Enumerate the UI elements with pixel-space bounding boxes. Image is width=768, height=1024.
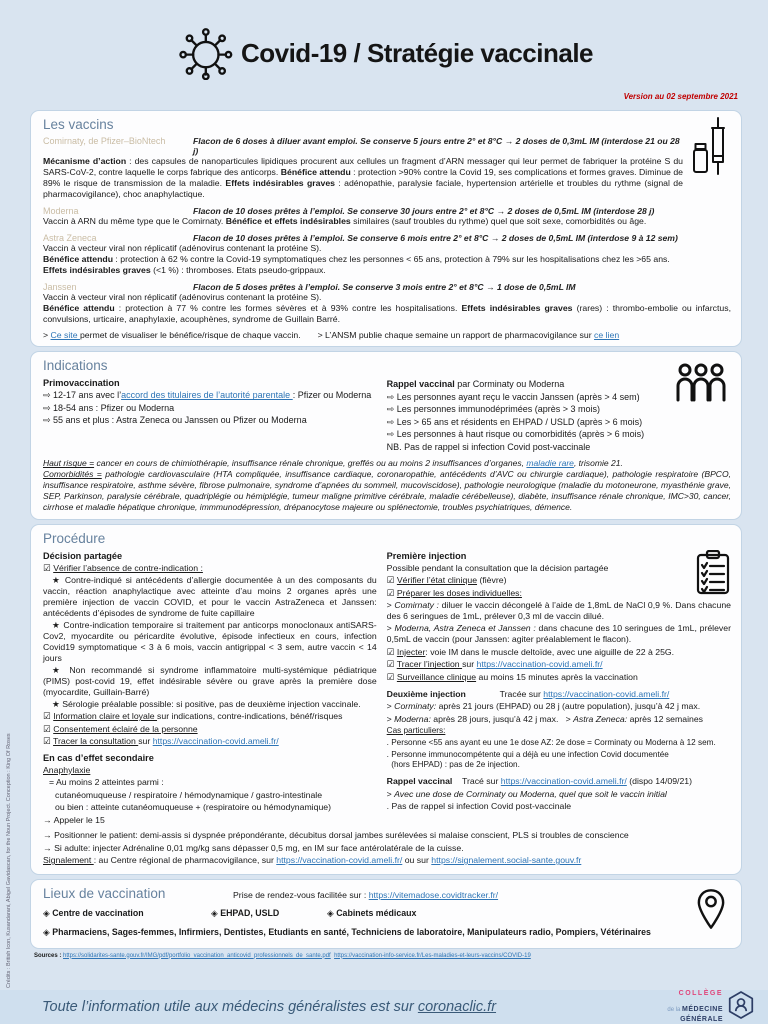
link[interactable]: Ce site	[50, 330, 80, 341]
syringe-vial-icon	[691, 116, 731, 200]
text-run: : au Centre régional de pharmacovigilance, sur	[93, 855, 277, 866]
link[interactable]: https://vitemadose.covidtracker.fr/	[368, 889, 499, 900]
lieu-item: ◈ Pharmaciens, Sages-femmes, Infirmiers, Dentistes, Etudiants en santé, Techniciens de laboratoire, Manipulateurs radio, Pompiers, Vétérinaires	[43, 926, 651, 937]
procedure-line	[43, 665, 377, 698]
procedure-line	[387, 623, 731, 645]
indication-item: ⇨ Les personnes immunodéprimées (après > 3 mois)	[386, 404, 601, 415]
text-run: Bénéfice attendu	[43, 302, 115, 313]
text-run: ⇨ 12-17 ans avec l’	[43, 390, 122, 401]
section-lieux	[30, 879, 742, 949]
section-indications	[30, 351, 742, 519]
vaccine-name: Janssen	[43, 281, 77, 292]
text-run: sur	[138, 736, 153, 746]
text-run: : adénopathie, paralysie faciale, hypertension artérielle et troubles du rythme (signal de pharmacovigilance), choc anaphylactique.	[43, 177, 683, 199]
text-run: : protection à 62 % contre la Covid-19 symptomatiques chez les personnes < 65 ans, protection à 79% sur les hospitalisations chez les >65 ans.	[113, 253, 670, 264]
text-run: Tracer la consultation	[53, 736, 139, 746]
procedure-line	[387, 714, 731, 725]
procedure-line: cutanéomuqueuse / respiratoire / hémodynamique / gastro-intestinale	[55, 789, 323, 800]
indication-item: ⇨ Les personnes ayant reçu le vaccin Janssen (après > 4 sem)	[386, 391, 640, 402]
lieu-item: ◈ EHPAD, USLD	[211, 907, 280, 918]
text-run: ☑	[386, 671, 397, 682]
text-run	[466, 689, 500, 699]
text-run: ☑	[43, 736, 54, 746]
procedure-line	[43, 724, 377, 735]
text-run: dans chacune des 10 seringues de 1mL, prélever 0,5mL de vaccin (pour Janssen: agiter préalablement le flacon).	[386, 623, 731, 645]
text-run: ☑	[43, 562, 54, 573]
procedure-line	[43, 563, 377, 574]
text-run: Haut risque =	[43, 458, 95, 469]
vaccine-flacon: Flacon de 5 doses prêtes à l’emploi. Se conserve 3 mois entre 2° et 8°C → 1 dose de 0,5mL IM	[193, 281, 576, 292]
vaccine-comirnaty	[43, 136, 731, 200]
text-run: cancer en cours de chimiothérapie, insuffisance rénale chronique, greffés ou au moins 2 insuffisances d’organes,	[94, 458, 527, 469]
text-run: Vaccin à vecteur viral non réplicatif (adénovirus contenant la protéine S).	[43, 291, 322, 302]
procedure-line	[387, 659, 731, 670]
text-run: ★ Sérologie préalable possible: si positive, pas de deuxième injection vaccinale.	[52, 698, 361, 709]
procedure-line	[43, 699, 377, 710]
primovaccination-heading: Primovaccination	[43, 378, 120, 389]
text-run: par Corminaty ou Moderna	[454, 378, 565, 389]
procedure-line	[387, 600, 731, 622]
text-run: Anaphylaxie	[43, 764, 91, 775]
text-run: ☑	[386, 587, 397, 598]
text-run: Sources :	[34, 952, 64, 959]
cmg-logo	[667, 990, 754, 1024]
premiere-injection-heading: Première injection	[386, 550, 467, 561]
text-run: >	[386, 788, 395, 799]
text-run: Vaccin à vecteur viral non réplicatif (adénovirus contenant la protéine S).	[43, 242, 322, 253]
text-run	[301, 330, 318, 340]
vaccine-flacon: Flacon de 10 doses prêtes à l’emploi. Se conserve 6 mois entre 2° et 8°C → 2 doses de 0,5mL IM (interdose 9 à 12 sem)	[193, 232, 678, 243]
indication-item: ⇨ 55 ans et plus : Astra Zeneca ou Janssen ou Pfizer ou Moderna	[43, 415, 307, 426]
procedure-line	[387, 726, 731, 736]
text-run: : Pfizer ou Moderna	[292, 390, 372, 401]
text-run: Préparer les doses individuelles:	[396, 587, 522, 598]
indication-item: ⇨ 18-54 ans : Pfizer ou Moderna	[43, 402, 175, 413]
section-title-lieux: Lieux de vaccination	[43, 885, 166, 901]
text-run: Effets indésirables graves	[461, 302, 573, 313]
section-procedure	[30, 524, 742, 875]
text-run: , trisomie 21.	[573, 458, 623, 469]
link[interactable]: https://vaccination-covid.ameli.fr/	[476, 659, 603, 670]
vaccine-description	[43, 292, 731, 303]
procedure-line: (hors EHPAD) : pas de 2e injection.	[386, 760, 520, 770]
procedure-line: Possible pendant la consultation que la décision partagée	[386, 562, 609, 573]
text-run: >	[386, 713, 395, 724]
indication-item	[43, 390, 377, 401]
text-run: après 12 semaines	[627, 713, 704, 724]
text-run: après 28 jours, jusqu’à 42 j max. >	[430, 713, 574, 724]
text-run: Toute l’information utile aux médecins généralistes est sur	[42, 999, 418, 1015]
procedure-line	[43, 711, 377, 722]
text-run: : protection >90% contre la Covid 19, ses complications et formes graves. Diminue de 89% le risque de transmission de la maladie.	[43, 166, 683, 188]
text-run: Tracer l’injection	[396, 659, 463, 670]
text-run: après 21 jours (EHPAD) ou 28 j (autre population), jusqu’à 42 j max.	[436, 701, 701, 712]
deuxieme-injection-heading	[387, 689, 731, 700]
footer	[0, 990, 768, 1024]
text-run: Bénéfice attendu	[280, 166, 351, 177]
text-run: >	[43, 330, 51, 341]
vaccine-name: Astra Zeneca	[43, 232, 97, 243]
credits-vertical-text: Crédits : British Icon, Kusandarani, Abigel Gavidascan, for the Noun Project. Conception : King Of Roses	[6, 733, 12, 988]
text-run: Tracée sur	[499, 688, 544, 699]
text-run: ☑	[386, 659, 397, 670]
virus-icon	[175, 22, 233, 85]
vaccins-links-line	[43, 330, 731, 340]
procedure-line: . Pas de rappel si infection Covid post-vaccinale	[386, 801, 572, 812]
vaccine-description	[43, 303, 731, 325]
page-title: Covid-19 / Stratégie vaccinale	[240, 38, 594, 68]
text-run: ☑	[43, 723, 54, 734]
text-run: Consentement éclairé de la personne	[53, 723, 198, 734]
vaccine-description	[43, 156, 731, 200]
text-run: Vaccin à ARN du même type que le Comirnaty.	[43, 215, 226, 226]
procedure-line	[43, 765, 377, 776]
text-run: > L’ANSM publie chaque semaine un rapport de pharmacovigilance sur	[317, 330, 595, 341]
text-run: Injecter	[396, 646, 426, 657]
text-run: ☑	[43, 711, 54, 722]
procedure-line	[387, 672, 731, 683]
link[interactable]: https://vaccination-covid.ameli.fr/	[543, 688, 670, 699]
procedure-line	[43, 736, 377, 747]
indication-item: ⇨ Les > 65 ans et résidents en EHPAD / USLD (après > 6 mois)	[386, 416, 643, 427]
procedure-line: = Au moins 2 atteintes parmi :	[49, 777, 164, 788]
text-run: ★ Contre-indiqué si antécédents d’allergie documentée à un des composants du vaccin, réaction anaphylactique avec atteinte d’au moins 2 organes après une première injection de vaccin COVID, et pour le vaccin AstraZeneca et Janssen: antécédents d’épisodes de syndrome de fuite capillaire	[43, 575, 377, 619]
text-run: ☑	[386, 646, 397, 657]
vaccine-description	[43, 265, 731, 276]
text-run: : voie IM dans le muscle deltoïde, avec une aiguille de 22 à 25G.	[425, 646, 675, 657]
link[interactable]: accord des titulaires de l’autorité parentale	[121, 390, 293, 401]
text-run: Vérifier l’absence de contre-indication :	[53, 562, 203, 573]
cmg-hexagon-icon	[728, 991, 754, 1024]
lieu-item: ◈ Cabinets médicaux	[327, 907, 417, 918]
procedure-line: ou bien : atteinte cutanéomuqueuse + (respiratoire ou hémodynamique)	[55, 802, 332, 813]
section-title-vaccins: Les vaccins	[43, 117, 114, 132]
text-run: (fièvre)	[477, 575, 507, 586]
text-run: Moderna, Astra Zeneca et Janssen :	[394, 623, 536, 634]
procedure-line: → Si adulte: injecter Adrénaline 0,01 mg/kg sans dépasser 0,5 mg, en IM sur face antérolatérale de la cuisse.	[43, 842, 464, 853]
text-run: >	[386, 623, 395, 634]
section-title-procedure: Procédure	[43, 530, 106, 546]
link[interactable]: https://vaccination-covid.ameli.fr/	[276, 855, 403, 866]
logo-word-medecine: MÉDECINE	[682, 1005, 723, 1013]
procedure-line: → Appeler le 15	[43, 814, 105, 825]
text-run: Tracé sur	[462, 776, 501, 787]
procedure-line	[387, 647, 731, 658]
link[interactable]: https://signalement.social-sante.gouv.fr	[431, 855, 582, 866]
logo-word-generale: GÉNÉRALE	[680, 1016, 723, 1024]
procedure-line: . Personne immunocompétente qui a déjà eu une infection Covid documentée	[386, 749, 669, 759]
text-run: ★ Non recommandé si syndrome inflammatoire multi-systémique pédiatrique (PIMS) post-covid 19, effet indésirable sévère ou grave après la première dose (myocardite, Guillain-Barré)	[43, 664, 377, 697]
people-group-icon	[675, 362, 727, 404]
text-run: Effets indésirables graves	[43, 264, 151, 275]
text-run: Cas particuliers:	[386, 726, 446, 736]
rappel-heading	[387, 379, 667, 389]
vaccine-flacon: Flacon de 10 doses prêtes à l’emploi. Se conserve 30 jours entre 2° et 8°C → 2 doses de 0,5mL IM (interdose 28 j)	[193, 205, 655, 216]
vaccine-description	[43, 254, 731, 265]
checklist-icon	[695, 550, 731, 596]
text-run: pathologie cardiovasculaire (HTA compliquée, insuffisance cardiaque, coronaropathie, antécédents d’AVC ou chirurgie cardiaque), pathologie respiratoire (BPCO, insuffisance respiratoire, asthme sévère, fibrose pulmonaire, syndrome d’apnées du sommeil, mucoviscidose), pathologie neurologique (maladie du motoneurone, myasthénie grave, SEP, Parkinson, paralysie cérébrale, quadriplégie ou hémiplégie, tumeur maligne primitive cérébrale, maladie cérébelleuse), diabète, insuffisance rénale chronique, IMC>30, cancer, cirrhose et maladie hépatique chronique, immmunodépression, drépanocytose majeure ou splénectomie, troubles psychiatriques, démence.	[43, 469, 732, 512]
text-run: : des capsules de nanoparticules lipidiques procurent aux cellules un fragment d’ARN messager qui leur permet de fabriquer la protéine S du SARS-CoV-2, contre laquelle le corps fabrique des anticorps.	[43, 156, 683, 177]
text-run: Signalement	[43, 855, 94, 866]
vaccine-janssen	[43, 282, 731, 325]
vaccine-moderna	[43, 206, 731, 227]
text-run: Rappel vaccinal	[386, 776, 453, 787]
text-run: sur indications, contre-indications, bénéf/risques	[157, 711, 343, 722]
text-run: (rares) : thrombo-embolie ou infarctus, convulsions, urticaire, anaphylaxie, acouphènes, syndrome de Guillain Barré.	[43, 302, 731, 324]
text-run: (<1 %) : thromboses. Etats pseudo-grippaux.	[150, 264, 326, 275]
vaccine-astrazeneca	[43, 233, 731, 276]
text-run: Deuxième injection	[386, 688, 466, 699]
vaccine-description	[43, 216, 731, 227]
link[interactable]: ce lien	[594, 330, 620, 341]
text-run: sur	[462, 659, 477, 670]
text-run: : protection à 77 % contre les formes sévères et à 93% contre les hospitalisations.	[114, 302, 462, 313]
sources-line	[34, 953, 738, 960]
text-run	[452, 776, 462, 786]
text-run: Bénéfice et effets indésirables	[225, 215, 351, 226]
logo-word-dela: de la	[667, 1006, 683, 1013]
text-run: >	[386, 600, 395, 611]
text-run: Avec une dose de Corminaty ou Moderna, quel que soit le vaccin initial	[394, 788, 667, 799]
text-run: ★ Contre-indication temporaire si traitement par anticorps monoclonaux antiSARS-Cov2, myocardite ou péricardite évolutive, épisode infectieux en cours, infection Covid19 symptomatique < 3 à 6 mois, vaccin antigrippal < 3 sem, autre vaccin < 14 jours	[43, 619, 377, 663]
link[interactable]: coronaclic.fr	[417, 999, 497, 1015]
text-run: Comirnaty :	[394, 600, 439, 611]
lieu-item: ◈ Centre de vaccination	[43, 907, 144, 918]
text-run: Surveillance clinique	[396, 671, 477, 682]
text-run: Prise de rendez-vous facilitée sur :	[233, 889, 369, 900]
link[interactable]: maladie rare	[526, 458, 574, 469]
text-run: ou sur	[402, 855, 432, 866]
text-run: au moins 15 minutes après la vaccination	[476, 671, 638, 682]
text-run: Corminaty:	[394, 701, 437, 712]
text-run: Bénéfice attendu	[43, 253, 113, 264]
text-run: diluer le vaccin décongelé à l’aide de 1,8mL de NaCl 0,9 %. Dans chacune des 6 seringues de 1mL, prélever 0,3 ml de vaccin dilué.	[386, 600, 732, 622]
text-run: (dispo 14/09/21)	[626, 776, 693, 787]
text-run: Vérifier l’état clinique	[396, 575, 478, 586]
rappel-vaccinal-heading	[387, 776, 731, 787]
text-run: permet de visualiser le bénéfice/risque de chaque vaccin.	[79, 330, 301, 341]
comorbidites-paragraph	[43, 469, 731, 512]
vaccine-description	[43, 243, 731, 254]
procedure-line	[387, 575, 731, 586]
procedure-line	[387, 588, 731, 599]
link[interactable]: https://vaccination-info-service.fr/Les-maladies-et-leurs-vaccins/COVID-19	[334, 952, 531, 959]
text-run: Mécanisme d’action	[43, 156, 127, 166]
primovaccination-column	[43, 377, 377, 453]
text-run: Comorbidités =	[43, 469, 102, 480]
decision-partagee-column	[43, 550, 377, 828]
version-label: Version au 02 septembre 2021	[623, 92, 738, 101]
text-run: >	[386, 701, 395, 712]
procedure-line	[387, 701, 731, 712]
text-run: Information claire et loyale	[53, 711, 158, 722]
text-run: Moderna:	[394, 713, 431, 724]
indication-item: ⇨ Les personnes à haut risque ou comorbidités (après > 6 mois)	[386, 429, 645, 440]
injection-column	[387, 550, 731, 828]
header	[0, 0, 768, 110]
text-run: ☑	[386, 575, 397, 586]
procedure-line: . Personne <55 ans ayant eu une 1e dose AZ: 2e dose = Corminaty ou Moderna à 12 sem.	[386, 737, 716, 747]
text-run: Rappel vaccinal	[386, 378, 455, 389]
link[interactable]: https://solidarites-sante.gouv.fr/IMG/pdf/portfolio_vaccination_anticovid_professionnels_de_sante.pdf	[63, 952, 331, 959]
procedure-line: → Positionner le patient: demi-assis si dyspnée prépondérante, décubitus dorsal jambes surélevées si malaise conscient, PLS si troubles de conscience	[43, 830, 629, 841]
vaccine-name: Moderna	[43, 205, 79, 216]
rdv-line	[233, 890, 498, 901]
signalement-line	[43, 855, 731, 866]
haut-risque-paragraph	[43, 458, 731, 469]
section-title-indications: Indications	[43, 358, 108, 374]
map-pin-icon	[697, 888, 725, 930]
effet-secondaire-heading: En cas d’effet secondaire	[43, 752, 154, 763]
text-run: similaires (sauf troubles du rythme) quel que soit sexe, comorbidités ou âge.	[350, 215, 647, 226]
decision-partagee-heading: Décision partagée	[43, 550, 123, 561]
link[interactable]: https://vaccination-covid.ameli.fr/	[500, 776, 627, 787]
link[interactable]: https://vaccination-covid.ameli.fr/	[152, 736, 279, 746]
text-run: Effets indésirables graves	[225, 177, 335, 188]
text-run: Astra Zeneca:	[573, 713, 628, 724]
footer-message	[42, 999, 496, 1015]
procedure-line	[387, 789, 731, 800]
section-les-vaccins	[30, 110, 742, 347]
vaccine-flacon: Flacon de 6 doses à diluer avant emploi. Se conserve 5 jours entre 2° et 8°C → 2 doses de 0,3mL IM (interdose 21 ou 28 j)	[193, 136, 680, 156]
procedure-line	[43, 620, 377, 664]
procedure-line	[43, 575, 377, 619]
indication-note: NB. Pas de rappel si infection Covid post-vaccinale	[386, 441, 591, 452]
vaccine-name: Comirnaty, de Pfizer–BioNtech	[43, 136, 166, 146]
logo-word-college: COLLÈGE	[678, 989, 723, 997]
